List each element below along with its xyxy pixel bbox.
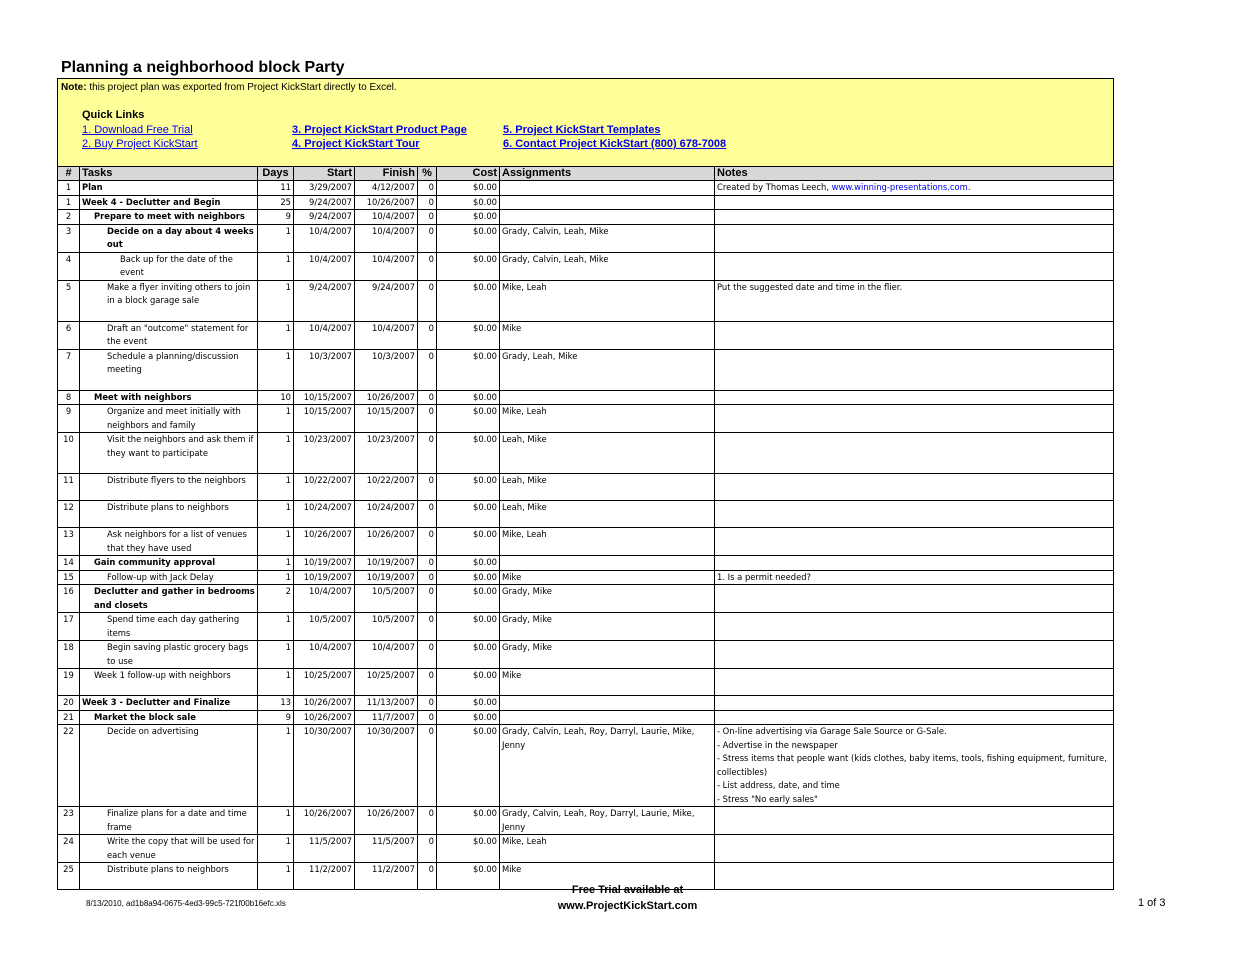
percent-cell: 0 [418,613,437,641]
notes-cell [715,181,1114,196]
cost-cell: $0.00 [437,321,500,349]
assignments-cell: Grady, Calvin, Leah, Roy, Darryl, Laurie, Mike, Jenny [500,725,715,807]
table-header-row [58,167,1114,181]
task-cell: Market the block sale [80,710,258,725]
task-cell: Back up for the date of the event [80,252,258,280]
finish-cell: 10/4/2007 [355,224,418,252]
table-row [58,433,1114,474]
export-note [61,82,397,93]
finish-cell: 10/4/2007 [355,252,418,280]
assignments-cell: Grady, Mike [500,641,715,669]
cost-cell: $0.00 [437,433,500,474]
num-cell: 19 [58,669,80,696]
notes-text: Created by Thomas Leech, [717,182,832,192]
days-cell: 1 [258,280,294,321]
finish-cell: 10/26/2007 [355,807,418,835]
note-text: this project plan was exported from Project KickStart directly to Excel. [86,82,397,93]
cost-cell: $0.00 [437,641,500,669]
finish-cell: 9/24/2007 [355,280,418,321]
col-header-start: Start [294,167,355,181]
table-row [58,570,1114,585]
assignments-cell: Mike, Leah [500,280,715,321]
days-cell: 2 [258,585,294,613]
num-cell: 3 [58,224,80,252]
table-row [58,710,1114,725]
notes-cell [715,556,1114,571]
col-header-num: # [58,167,80,181]
cost-cell: $0.00 [437,405,500,433]
notes-cell [715,210,1114,225]
website-link[interactable]: www.winning-presentations.com [831,182,968,192]
assignments-cell: Mike, Leah [500,528,715,556]
days-cell: 1 [258,669,294,696]
days-cell: 1 [258,556,294,571]
assignments-cell [500,181,715,196]
notes-cell [715,585,1114,613]
assignments-cell [500,696,715,711]
cost-cell: $0.00 [437,501,500,528]
start-cell: 10/25/2007 [294,669,355,696]
assignments-cell: Leah, Mike [500,474,715,501]
num-cell: 13 [58,528,80,556]
task-cell: Decide on advertising [80,725,258,807]
percent-cell: 0 [418,863,437,890]
task-cell: Spend time each day gathering items [80,613,258,641]
contact-kickstart-link[interactable]: 6. Contact Project KickStart (800) 678-7008 [503,138,727,150]
percent-cell: 0 [418,390,437,405]
col-header-percent: % [418,167,437,181]
cost-cell: $0.00 [437,835,500,863]
num-cell: 25 [58,863,80,890]
days-cell: 1 [258,613,294,641]
start-cell: 10/4/2007 [294,585,355,613]
percent-cell: 0 [418,725,437,807]
cost-cell: $0.00 [437,474,500,501]
notes-cell [715,224,1114,252]
percent-cell: 0 [418,210,437,225]
notes-cell [715,669,1114,696]
start-cell: 10/26/2007 [294,710,355,725]
start-cell: 10/19/2007 [294,570,355,585]
finish-cell: 10/19/2007 [355,570,418,585]
table-row [58,528,1114,556]
notes-cell: - On-line advertising via Garage Sale Source or G-Sale. - Advertise in the newspaper - Stress items that people want (kids clothes, baby items, tools, fishing equipment, furniture, collectibles) - List address, date, and time - Stress "No early sales" [715,725,1114,807]
percent-cell: 0 [418,556,437,571]
task-cell: Follow-up with Jack Delay [80,570,258,585]
finish-cell: 10/25/2007 [355,669,418,696]
table-row [58,210,1114,225]
cost-cell: $0.00 [437,807,500,835]
percent-cell: 0 [418,474,437,501]
num-cell: 1 [58,195,80,210]
assignments-cell: Mike [500,321,715,349]
table-row [58,556,1114,571]
notes-cell [715,528,1114,556]
percent-cell: 0 [418,528,437,556]
finish-cell: 10/22/2007 [355,474,418,501]
percent-cell: 0 [418,835,437,863]
finish-cell: 11/7/2007 [355,710,418,725]
num-cell: 1 [58,181,80,196]
days-cell: 11 [258,181,294,196]
kickstart-templates-link[interactable]: 5. Project KickStart Templates [503,124,661,136]
note-label: Note: [61,82,87,93]
col-header-tasks: Tasks [80,167,258,181]
assignments-cell: Grady, Mike [500,613,715,641]
task-cell: Visit the neighbors and ask them if they want to participate [80,433,258,474]
task-cell: Finalize plans for a date and time frame [80,807,258,835]
start-cell: 10/4/2007 [294,252,355,280]
notes-cell [715,501,1114,528]
start-cell: 10/4/2007 [294,641,355,669]
percent-cell: 0 [418,195,437,210]
assignments-cell: Mike [500,669,715,696]
footer-trial-line1: Free Trial available at [571,884,684,896]
num-cell: 23 [58,807,80,835]
notes-cell [715,252,1114,280]
assignments-cell: Mike, Leah [500,835,715,863]
finish-cell: 10/24/2007 [355,501,418,528]
cost-cell: $0.00 [437,863,500,890]
col-header-finish: Finish [355,167,418,181]
assignments-cell [500,210,715,225]
table-row [58,195,1114,210]
task-cell: Declutter and gather in bedrooms and closets [80,585,258,613]
percent-cell: 0 [418,641,437,669]
finish-cell: 10/4/2007 [355,321,418,349]
days-cell: 9 [258,210,294,225]
days-cell: 10 [258,390,294,405]
percent-cell: 0 [418,433,437,474]
finish-cell: 10/5/2007 [355,585,418,613]
days-cell: 1 [258,641,294,669]
percent-cell: 0 [418,585,437,613]
num-cell: 5 [58,280,80,321]
cost-cell: $0.00 [437,556,500,571]
table-row [58,280,1114,321]
download-free-trial-link[interactable]: 1. Download Free Trial [82,124,193,136]
finish-cell: 4/12/2007 [355,181,418,196]
finish-cell: 11/5/2007 [355,835,418,863]
table-row [58,390,1114,405]
col-header-days: Days [258,167,294,181]
finish-cell: 10/23/2007 [355,433,418,474]
assignments-cell [500,390,715,405]
table-row [58,252,1114,280]
note-box [57,78,1114,166]
task-cell: Prepare to meet with neighbors [80,210,258,225]
kickstart-tour-link[interactable]: 4. Project KickStart Tour [292,138,420,150]
footer-trial-url: www.ProjectKickStart.com [557,900,698,912]
start-cell: 10/30/2007 [294,725,355,807]
footer-date-file: 8/13/2010, ad1b8a94-0675-4ed3-99c5-721f00b16efc.xls [86,899,286,908]
num-cell: 20 [58,696,80,711]
cost-cell: $0.00 [437,210,500,225]
num-cell: 9 [58,405,80,433]
start-cell: 10/26/2007 [294,696,355,711]
table-row [58,474,1114,501]
notes-cell: 1. Is a permit needed? [715,570,1114,585]
start-cell: 10/23/2007 [294,433,355,474]
table-row [58,181,1114,196]
days-cell: 1 [258,433,294,474]
cost-cell: $0.00 [437,349,500,390]
days-cell: 25 [258,195,294,210]
finish-cell: 10/5/2007 [355,613,418,641]
task-cell: Distribute plans to neighbors [80,501,258,528]
days-cell: 1 [258,725,294,807]
table-row [58,641,1114,669]
notes-cell [715,710,1114,725]
start-cell: 11/5/2007 [294,835,355,863]
finish-cell: 10/15/2007 [355,405,418,433]
start-cell: 10/4/2007 [294,321,355,349]
task-cell: Week 3 - Declutter and Finalize [80,696,258,711]
days-cell: 1 [258,807,294,835]
cost-cell: $0.00 [437,280,500,321]
task-cell: Organize and meet initially with neighbors and family [80,405,258,433]
notes-cell [715,349,1114,390]
percent-cell: 0 [418,349,437,390]
percent-cell: 0 [418,280,437,321]
finish-cell: 11/2/2007 [355,863,418,890]
assignments-cell: Leah, Mike [500,501,715,528]
days-cell: 9 [258,710,294,725]
start-cell: 10/15/2007 [294,390,355,405]
days-cell: 1 [258,501,294,528]
assignments-cell: Mike [500,863,715,890]
notes-cell [715,863,1114,890]
num-cell: 12 [58,501,80,528]
table-row [58,321,1114,349]
footer-free-trial [540,882,715,914]
finish-cell: 10/19/2007 [355,556,418,571]
start-cell: 10/22/2007 [294,474,355,501]
cost-cell: $0.00 [437,696,500,711]
col-header-notes: Notes [715,167,1114,181]
product-page-link[interactable]: 3. Project KickStart Product Page [292,124,467,136]
notes-cell: Put the suggested date and time in the flier. [715,280,1114,321]
start-cell: 11/2/2007 [294,863,355,890]
percent-cell: 0 [418,224,437,252]
days-cell: 1 [258,321,294,349]
percent-cell: 0 [418,321,437,349]
start-cell: 10/26/2007 [294,807,355,835]
assignments-cell [500,556,715,571]
notes-cell [715,433,1114,474]
assignments-cell: Grady, Calvin, Leah, Mike [500,224,715,252]
table-row [58,725,1114,807]
task-cell: Meet with neighbors [80,390,258,405]
cost-cell: $0.00 [437,390,500,405]
task-cell: Ask neighbors for a list of venues that they have used [80,528,258,556]
notes-cell [715,321,1114,349]
num-cell: 10 [58,433,80,474]
num-cell: 6 [58,321,80,349]
table-row [58,613,1114,641]
task-cell: Draft an "outcome" statement for the event [80,321,258,349]
task-cell: Week 1 follow-up with neighbors [80,669,258,696]
percent-cell: 0 [418,570,437,585]
num-cell: 11 [58,474,80,501]
percent-cell: 0 [418,501,437,528]
days-cell: 1 [258,863,294,890]
buy-project-kickstart-link[interactable]: 2. Buy Project KickStart [82,138,198,150]
finish-cell: 10/4/2007 [355,641,418,669]
finish-cell: 11/13/2007 [355,696,418,711]
table-row [58,585,1114,613]
notes-cell [715,195,1114,210]
num-cell: 16 [58,585,80,613]
percent-cell: 0 [418,405,437,433]
start-cell: 9/24/2007 [294,210,355,225]
start-cell: 9/24/2007 [294,280,355,321]
task-cell: Week 4 - Declutter and Begin [80,195,258,210]
task-cell: Distribute plans to neighbors [80,863,258,890]
project-plan-table [57,166,1114,890]
assignments-cell: Grady, Calvin, Leah, Roy, Darryl, Laurie, Mike, Jenny [500,807,715,835]
assignments-cell: Grady, Leah, Mike [500,349,715,390]
cost-cell: $0.00 [437,195,500,210]
cost-cell: $0.00 [437,528,500,556]
task-cell: Gain community approval [80,556,258,571]
days-cell: 1 [258,835,294,863]
percent-cell: 0 [418,669,437,696]
assignments-cell: Mike, Leah [500,405,715,433]
table-row [58,669,1114,696]
num-cell: 18 [58,641,80,669]
finish-cell: 10/3/2007 [355,349,418,390]
finish-cell: 10/4/2007 [355,210,418,225]
cost-cell: $0.00 [437,181,500,196]
notes-cell [715,613,1114,641]
task-cell: Begin saving plastic grocery bags to use [80,641,258,669]
days-cell: 1 [258,570,294,585]
num-cell: 17 [58,613,80,641]
col-header-cost: Cost [437,167,500,181]
notes-cell [715,390,1114,405]
notes-cell [715,474,1114,501]
task-cell: Decide on a day about 4 weeks out [80,224,258,252]
table-row [58,501,1114,528]
cost-cell: $0.00 [437,585,500,613]
num-cell: 7 [58,349,80,390]
page-number: 1 of 3 [1138,897,1166,909]
percent-cell: 0 [418,696,437,711]
quick-links-title: Quick Links [82,109,145,121]
cost-cell: $0.00 [437,252,500,280]
start-cell: 10/15/2007 [294,405,355,433]
assignments-cell [500,195,715,210]
days-cell: 1 [258,474,294,501]
start-cell: 10/26/2007 [294,528,355,556]
num-cell: 2 [58,210,80,225]
num-cell: 21 [58,710,80,725]
start-cell: 10/4/2007 [294,224,355,252]
days-cell: 1 [258,528,294,556]
cost-cell: $0.00 [437,570,500,585]
finish-cell: 10/26/2007 [355,195,418,210]
notes-text-end: . [967,182,971,192]
start-cell: 10/19/2007 [294,556,355,571]
percent-cell: 0 [418,807,437,835]
start-cell: 10/3/2007 [294,349,355,390]
cost-cell: $0.00 [437,613,500,641]
start-cell: 10/24/2007 [294,501,355,528]
start-cell: 9/24/2007 [294,195,355,210]
task-cell: Schedule a planning/discussion meeting [80,349,258,390]
assignments-cell: Grady, Calvin, Leah, Mike [500,252,715,280]
assignments-cell: Leah, Mike [500,433,715,474]
percent-cell: 0 [418,252,437,280]
days-cell: 1 [258,349,294,390]
num-cell: 8 [58,390,80,405]
notes-cell [715,696,1114,711]
task-cell: Distribute flyers to the neighbors [80,474,258,501]
finish-cell: 10/30/2007 [355,725,418,807]
table-row [58,807,1114,835]
finish-cell: 10/26/2007 [355,528,418,556]
table-row [58,224,1114,252]
assignments-cell [500,710,715,725]
num-cell: 14 [58,556,80,571]
notes-cell [715,405,1114,433]
percent-cell: 0 [418,710,437,725]
assignments-cell: Grady, Mike [500,585,715,613]
cost-cell: $0.00 [437,224,500,252]
table-row [58,835,1114,863]
num-cell: 4 [58,252,80,280]
percent-cell: 0 [418,181,437,196]
cost-cell: $0.00 [437,710,500,725]
assignments-cell: Mike [500,570,715,585]
days-cell: 1 [258,405,294,433]
table-row [58,696,1114,711]
cost-cell: $0.00 [437,669,500,696]
notes-cell [715,807,1114,835]
table-row [58,349,1114,390]
start-cell: 10/5/2007 [294,613,355,641]
num-cell: 22 [58,725,80,807]
notes-cell [715,835,1114,863]
days-cell: 13 [258,696,294,711]
num-cell: 24 [58,835,80,863]
notes-cell [715,641,1114,669]
page-title: Planning a neighborhood block Party [61,59,345,76]
table-row [58,405,1114,433]
finish-cell: 10/26/2007 [355,390,418,405]
col-header-assignments: Assignments [500,167,715,181]
task-cell: Make a flyer inviting others to join in a block garage sale [80,280,258,321]
task-cell: Plan [80,181,258,196]
start-cell: 3/29/2007 [294,181,355,196]
num-cell: 15 [58,570,80,585]
days-cell: 1 [258,224,294,252]
cost-cell: $0.00 [437,725,500,807]
task-cell: Write the copy that will be used for each venue [80,835,258,863]
days-cell: 1 [258,252,294,280]
